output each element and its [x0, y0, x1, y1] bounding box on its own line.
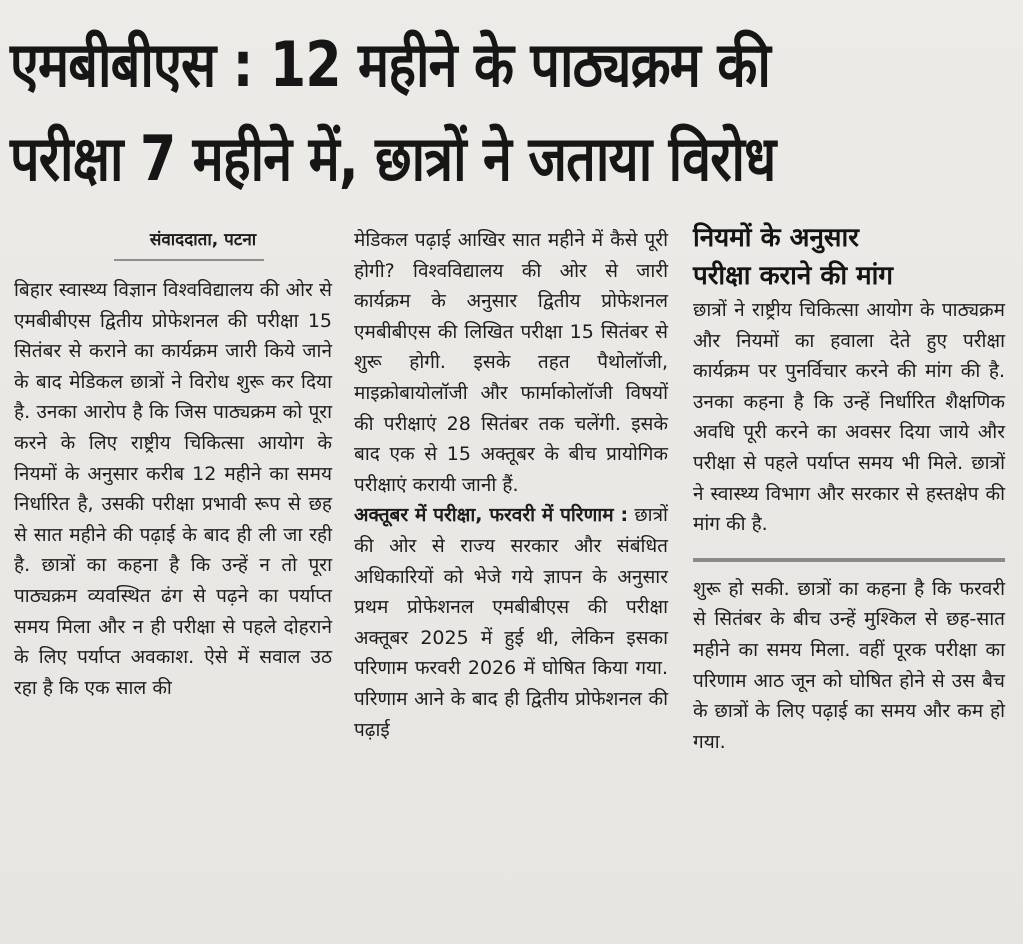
inline-subhead: अक्तूबर में परीक्षा, फरवरी में परिणाम : [354, 504, 629, 527]
column-3-continued-body: शुरू हो सकी. छात्रों का कहना है कि फरवरी से सितंबर के बीच उन्हें मुश्किल से छह-सात महीने का समय मिला. वहीं पूरक परीक्षा का परिणाम आठ जून को घोषित होने से उस बैच के छात्रों के लिए पढ़ाई का समय और कम हो गया. [693, 577, 1005, 753]
column-3 [693, 225, 1005, 757]
sidebar-heading-line-1: नियमों के अनुसार [693, 223, 859, 253]
section-divider [693, 558, 1005, 562]
column-1-body: बिहार स्वास्थ्य विज्ञान विश्वविद्यालय की ओर से एमबीबीएस द्वितीय प्रोफेशनल की परीक्षा 15 सितंबर से कराने का कार्यक्रम जारी किये जाने के बाद मेडिकल छात्रों ने विरोध शुरू कर दिया है. उनका आरोप है कि जिस पाठ्यक्रम को पूरा करने के लिए राष्ट्रीय चिकित्सा आयोग के नियमों के अनुसार करीब 12 महीने का समय निर्धारित है, उसकी परीक्षा प्रभावी रूप से छह से सात महीने की पढ़ाई के बाद ही ली जा रही है. छात्रों का कहना है कि उन्हें न तो पूरा पाठ्यक्रम व्यवस्थित ढंग से पढ़ने का पर्याप्त समय मिला और न ही परीक्षा से पहले दोहराने के लिए पर्याप्त अवकाश. ऐसे में सवाल उठ रहा है कि एक साल की [14, 279, 332, 699]
sidebar-heading-line-2: परीक्षा कराने की मांग [693, 261, 894, 291]
byline-underline [114, 259, 264, 261]
byline: संवाददाता, पटना [149, 230, 257, 250]
headline-line-2: परीक्षा 7 महीने में, छात्रों ने जताया विरोध [10, 122, 776, 195]
column-2-body-2: छात्रों की ओर से राज्य सरकार और संबंधित अधिकारियों को भेजे गये ज्ञापन के अनुसार प्रथम प्रोफेशनल एमबीबीएस की परीक्षा अक्तूबर 2025 में हुई थी, लेकिन इसका परिणाम फरवरी 2026 में घोषित किया गया. परिणाम आने के बाद ही द्वितीय प्रोफेशनल की पढ़ाई [354, 504, 668, 741]
headline [10, 18, 1010, 206]
column-1 [14, 225, 332, 703]
column-2 [354, 225, 668, 745]
headline-line-1: एमबीबीएस : 12 महीने के पाठ्यक्रम की [10, 28, 771, 101]
sidebar-body: छात्रों ने राष्ट्रीय चिकित्सा आयोग के पाठ्यक्रम और नियमों का हवाला देते हुए परीक्षा कार्यक्रम पर पुनर्विचार करने की मांग की है. उनका कहना है कि उन्हें निर्धारित शैक्षणिक अवधि पूरी करने का अवसर दिया जाये और परीक्षा से पहले पर्याप्त समय भी मिले. छात्रों ने स्वास्थ्य विभाग और सरकार से हस्तक्षेप की मांग की है. [693, 299, 1005, 536]
column-2-para-2 [354, 500, 668, 745]
column-2-body-1: मेडिकल पढ़ाई आखिर सात महीने में कैसे पूरी होगी? विश्वविद्यालय की ओर से जारी कार्यक्रम के अनुसार द्वितीय प्रोफेशनल एमबीबीएस की लिखित परीक्षा 15 सितंबर से शुरू होगी. इसके तहत पैथोलॉजी, माइक्रोबायोलॉजी और फार्माकोलॉजी विषयों की परीक्षाएं 28 सितंबर तक चलेंगी. इसके बाद एक से 15 अक्तूबर के बीच प्रायोगिक परीक्षाएं करायी जानी हैं. [354, 229, 668, 496]
